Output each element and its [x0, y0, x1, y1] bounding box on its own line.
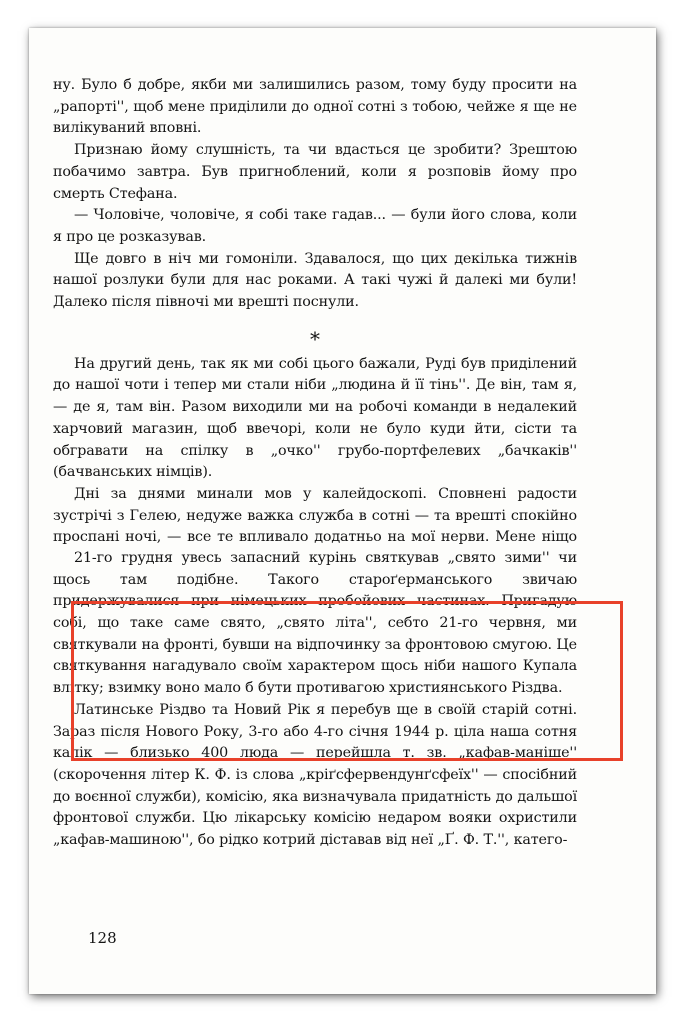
page-text [53, 75, 577, 852]
page-number: 128 [88, 929, 117, 947]
paragraph: Латинське Різдво та Новий Рік я перебув ще в своїй старій сотні. Зараз після Нового Року, 3-го або 4-го січня 1944 р. ціла наша сотня калік — близько 400 люда — перейшла т. зв. „кафав-маніше'' (скорочення літер К. Ф. із слова „кріґсфервендунґсфеїх'' — спосібний до воєнної служби), комісію, яка визначувала придатність до дальшої фронтової служби. Цю лікарську комісію недаром вояки охристили „кафав-машиною'', бо рідко котрий діставав від неї „Ґ. Ф. Т.'', катего- [53, 701, 577, 849]
paragraph: Дні за днями минали мов у калейдоскопі. Сповнені радости зустрічі з Гелею, недуже важка служба в сотні — та врешті спокійно проспані ночі, — все те впливало додатньо на мої нерви. Мене ніщо [53, 485, 577, 546]
paragraph: — Чоловіче, чоловіче, я собі таке гадав... — були його слова, коли я про це розказував. [53, 207, 577, 245]
paragraph: ну. Було б добре, якби ми залишились разом, тому буду просити на „рапорті'', щоб мене приділили до одної сотні з тобою, чейже я ще не вилікуваний вповні. [53, 77, 577, 137]
section-separator: * [310, 326, 320, 351]
highlighted-paragraph: 21-го грудня увесь запасний курінь святкував „свято зими'' чи щось там подібне. Такого староґерманського звичаю придержувалися при німецьких пробойових частинах. Пригадую собі, що таке саме свято, „свято літа'', себто 21-го червня, ми святкували на фронті, бувши на відпочинку за фронтовою смугою. Це святкування нагадувало своїм характером щось ніби нашого Купала влітку; взимку воно мало б бути противагою християнського Різдва. [53, 549, 577, 697]
paragraph: На другий день, так як ми собі цього бажали, Руді був приділений до нашої чоти і тепер ми стали ніби „людина й її тінь''. Де він, там я, — де я, там він. Разом виходили ми на робочі команди в недалекий харчовий магазин, щоб ввечорі, коли не було куди йти, сісти та обгравати на спілку в „очко'' грубо-портфелевих „бачкаків'' (бачванських німців). [53, 355, 577, 481]
paragraph: Ще довго в ніч ми гомоніли. Здавалося, що цих декілька тижнів нашої розлуки були для нас роками. А такі чужі й далекі ми були! Далеко після півночі ми врешті поснули. [53, 250, 577, 311]
paragraph: Признаю йому слушність, та чи вдасться це зробити? Зрештою побачимо завтра. Був пригноблений, коли я розповів йому про смерть Стефана. [53, 142, 577, 202]
